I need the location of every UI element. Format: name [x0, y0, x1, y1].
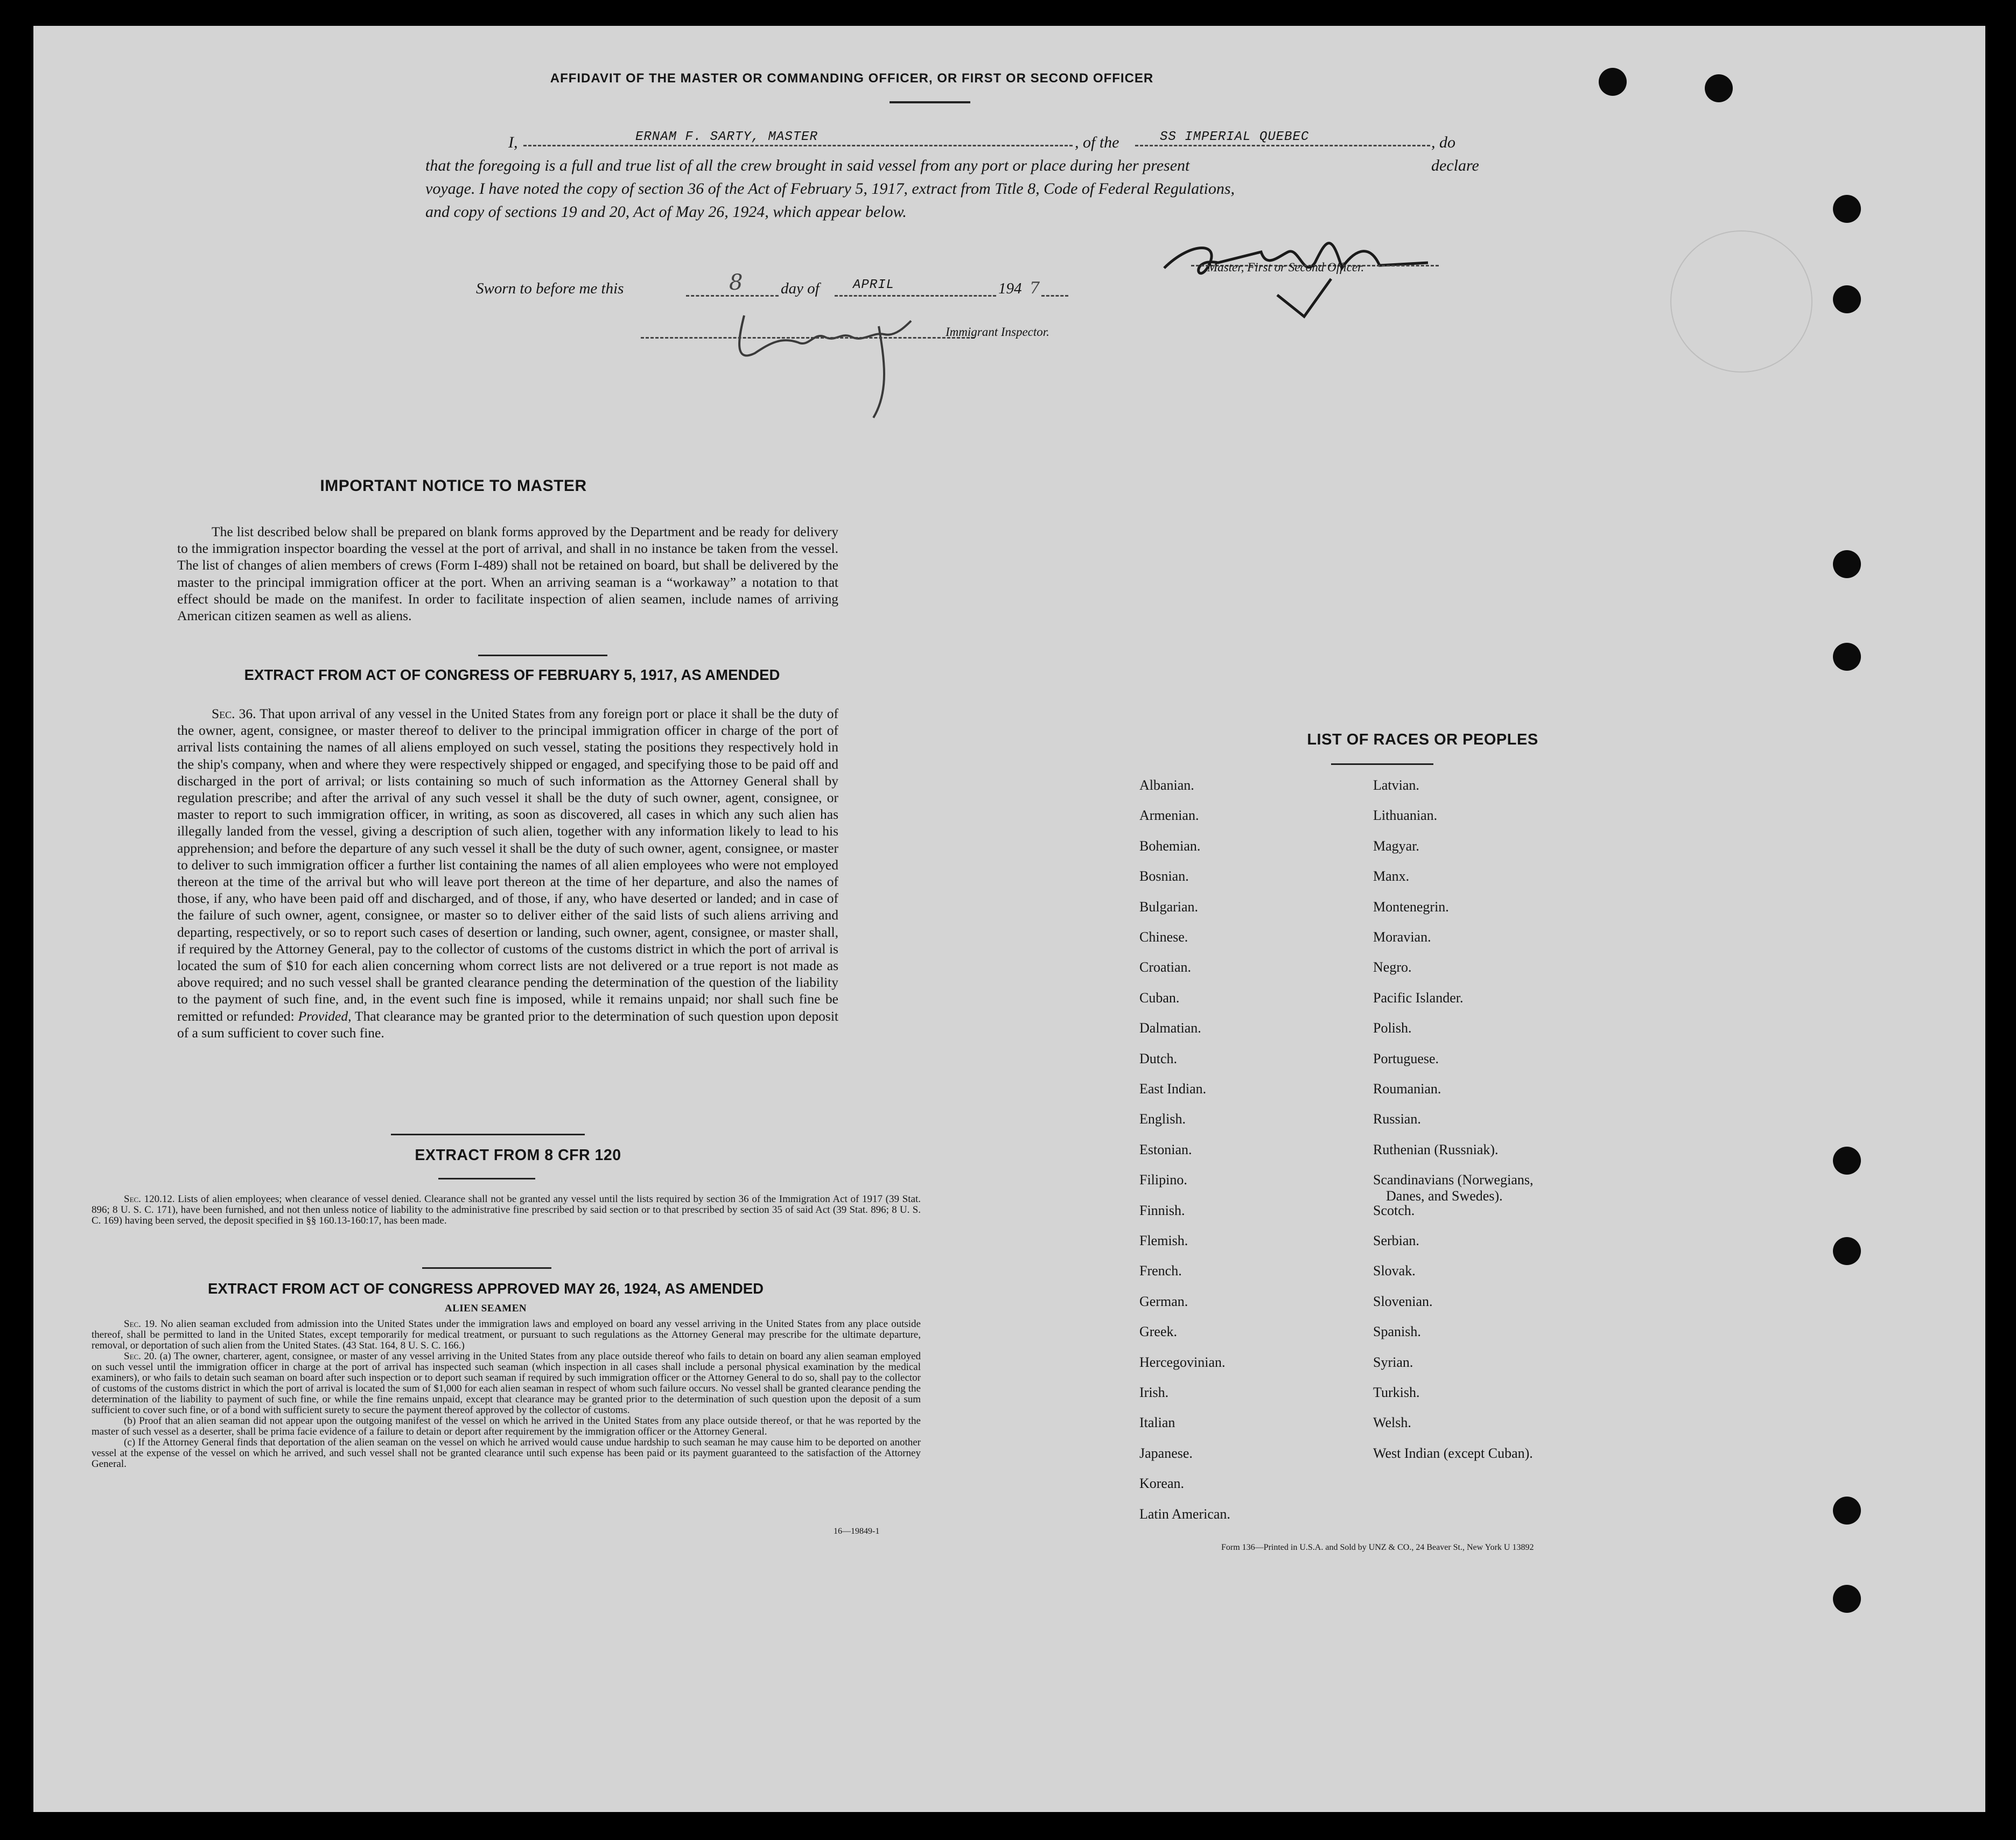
punch-hole [1833, 1147, 1861, 1175]
faint-seal [1670, 230, 1812, 373]
race-item: Russian. [1373, 1111, 1421, 1127]
section-text: That upon arrival of any vessel in the United States from any foreign port or place it shall be the duty of the owner, agent, consignee, or master thereof to deliver to the principal immigration officer in charge of the port of arrival lists containing the names of all aliens employed on such vessel, stating the positions they respectively hold in the ship's company, when and where they were respectively shipped or engaged, and specifying those to be paid off and discharged in the port of arrival; or lists containing so much of such information as the Attorney General shall by regulation prescribe; and after the arrival of any such vessel it shall be the duty of such owner, agent, consignee, or master to report to such immigration officer, in writing, as soon as discovered, all cases in which any such alien has illegally landed from the vessel, giving a description of such alien, together with any information likely to lead to his apprehension; and before the departure of any such vessel it shall be the duty of such owner, agent, consignee, or master to deliver to such immigration officer a further list containing the names of all alien employees who were not employed thereon at the time of the arrival but who will leave port thereon at the time of her departure, and also the names of those, if any, who have been paid off and discharged, and of those, if any, who have deserted or landed; and in case of the failure of such owner, agent, consignee, or master so to deliver either of the said lists of such aliens arriving and departing, respectively, or so to report such cases of desertion or landing, such owner, agent, consignee, or master shall, if required by the Attorney General, pay to the collector of customs of the customs district in which the port of arrival is located the sum of $10 for each alien concerning whom correct lists are not delivered or a true report is not made as above required; and no such vessel shall be granted clearance pending the determination of the question of the liability to the payment of such fine, and, in the event such fine is imposed, while it remains unpaid; nor shall such fine be remitted or refunded: [177, 706, 838, 1024]
race-item: Syrian. [1373, 1354, 1413, 1370]
race-item: Cuban. [1139, 989, 1180, 1006]
race-item: Roumanian. [1373, 1081, 1441, 1097]
race-item: Hercegovinian. [1139, 1354, 1226, 1370]
race-item: Korean. [1139, 1476, 1185, 1492]
divider [391, 1134, 585, 1135]
race-item: Bosnian. [1139, 868, 1189, 884]
of-the-text: , of the [1075, 134, 1119, 151]
race-item: Slovak. [1373, 1263, 1416, 1279]
inspector-line [641, 337, 975, 339]
extract-1917-title: EXTRACT FROM ACT OF CONGRESS OF FEBRUARY 5, 1917, AS AMENDED [244, 666, 780, 683]
section-tail: That clearance may be granted prior to the determination of such question upon deposit of a sum sufficient to cover such fine. [177, 1008, 838, 1041]
punch-hole [1833, 1497, 1861, 1525]
vessel-name: SS IMPERIAL QUEBEC [1160, 130, 1310, 144]
race-item: Moravian. [1373, 929, 1431, 945]
race-item: Albanian. [1139, 777, 1194, 793]
race-item: Slovenian. [1373, 1293, 1433, 1309]
divider [890, 101, 970, 103]
affidavit-declaration [425, 131, 1502, 223]
alien-seamen-subtitle: ALIEN SEAMEN [444, 1303, 527, 1314]
punch-hole [1833, 285, 1861, 313]
section-text: (a) The owner, charterer, agent, consignee, or master of any vessel arriving in the United States from any place outside thereof who fails to detain on board any alien seaman employed on such vessel until the immigration officer in charge at the port of arrival has inspected such seaman (which inspection in all cases shall include a personal physical examination by the medical examiners), or who fails to detain such seaman on board after such inspection or to deport such seaman if required by such immigration officer or the Attorney General to do so, shall pay to the collector of customs of the customs district in which the port of arrival is located the sum of $1,000 for each alien seaman in respect of whom such failure occurs. No vessel shall be granted clearance pending the determination of the liability to payment of such fine, or while the fine remains unpaid, except that clearance may be granted prior to the determination of such question upon the deposit of a sum sufficient to cover such fine, or of a bond with sufficient surety to secure the payment thereof approved by the collector of customs. [92, 1351, 921, 1416]
race-item: Montenegrin. [1373, 898, 1449, 915]
declaration-line-3: voyage. I have noted the copy of section 36 of the Act of February 5, 1917, extract from Title 8, Code of Federal Regulations, [425, 180, 1235, 198]
cfr-title: EXTRACT FROM 8 CFR 120 [415, 1147, 621, 1164]
year-fill-line [1041, 295, 1068, 297]
divider [1331, 763, 1433, 765]
race-item: Pacific Islander. [1373, 989, 1464, 1006]
race-item: Italian [1139, 1415, 1175, 1431]
race-item: Manx. [1373, 868, 1410, 884]
sworn-line [476, 270, 1176, 307]
divider [422, 1267, 551, 1269]
race-item: Serbian. [1373, 1233, 1419, 1248]
race-item: Dalmatian. [1139, 1020, 1201, 1036]
race-item: Flemish. [1139, 1233, 1188, 1248]
cfr-body [92, 1194, 921, 1226]
year-prefix: 194 [998, 280, 1022, 297]
declaration-line-2: that the foregoing is a full and true list of all the crew brought in said vessel from any port or place during her present [425, 157, 1190, 174]
race-item: Scotch. [1373, 1202, 1415, 1218]
race-item: Magyar. [1373, 838, 1419, 854]
section-label: Sec. 20. [124, 1351, 157, 1362]
race-item: Turkish. [1373, 1385, 1420, 1400]
year-suffix: 7 [1030, 279, 1040, 298]
punch-hole [1833, 550, 1861, 578]
section-text: No alien seaman excluded from admission into the United States under the immigration laws and employed on board any vessel arriving in the United States from any place outside thereof, shall be permitted to land in the United States, except temporarily for medical treatment, or pursuant to such regulations as the Attorney General may prescribe for the ultimate departure, removal, or deportation of such alien from the United States. (43 Stat. 164, 8 U. S. C. 166.) [92, 1318, 921, 1351]
race-item: Estonian. [1139, 1141, 1192, 1157]
race-item: Dutch. [1139, 1050, 1178, 1066]
race-item: Spanish. [1373, 1324, 1421, 1340]
race-item: West Indian (except Cuban). [1373, 1445, 1533, 1461]
race-item: East Indian. [1139, 1081, 1207, 1097]
race-item: Latin American. [1139, 1506, 1230, 1522]
extract-1917-body [177, 705, 838, 1041]
notice-title: IMPORTANT NOTICE TO MASTER [320, 477, 587, 495]
extract-1924-body [92, 1319, 921, 1470]
punch-hole [1833, 1237, 1861, 1265]
sec-19 [92, 1319, 921, 1351]
sec-20c: (c) If the Attorney General finds that deportation of the alien seaman on the vessel on which he arrived would cause undue hardship to such seaman he may cause him to be deported on another vessel at the expense of the vessel on which he arrived, and such vessel shall not be granted clearance until such expense has been paid or its payment guaranteed to the satisfaction of the Attorney General. [92, 1437, 921, 1470]
document-page [33, 26, 1985, 1812]
notice-body: The list described below shall be prepared on blank forms approved by the Department and be ready for delivery to the immigration inspector boarding the vessel at the port of arrival, and shall in no instance be taken from the vessel. The list of changes of alien members of crews (Form I-489) shall not be retained on board, but shall be delivered by the master to the principal immigration officer at the port. When an arriving seaman is a “workaway” a notation to that effect should be made on the manifest. In order to facilitate inspection of alien seamen, include names of arriving American citizen seamen as well as aliens. [177, 524, 838, 624]
day-fill-line [686, 295, 779, 297]
races-title: LIST OF RACES OR PEOPLES [1307, 731, 1538, 748]
pronoun: I, [508, 134, 518, 151]
section-text: Lists of alien employees; when clearance of vessel denied. Clearance shall not be granted any vessel until the lists required by section 36 of the Immigration Act of 1917 (39 Stat. 896; 8 U. S. C. 171), have been furnished, and not then unless notice of liability to the administrative fine prescribed by said section or to that prescribed by section 35 of said Act (39 Stat. 896; 8 U. S. C. 169) having been served, the deposit specified in §§ 160.13-160:17, has been made. [92, 1193, 921, 1226]
race-item: Latvian. [1373, 777, 1419, 793]
race-item: French. [1139, 1263, 1182, 1279]
race-item: Irish. [1139, 1385, 1169, 1400]
sec-20a [92, 1351, 921, 1416]
race-item: Ruthenian (Russniak). [1373, 1141, 1499, 1157]
race-item: Portuguese. [1373, 1050, 1439, 1066]
race-item: Welsh. [1373, 1415, 1411, 1431]
inspector-caption: Immigrant Inspector. [946, 325, 1049, 339]
section-label: Sec. 19. [124, 1318, 157, 1330]
affidavit-heading: AFFIDAVIT OF THE MASTER OR COMMANDING OFFICER, OR FIRST OR SECOND OFFICER [550, 71, 1154, 86]
day-of-text: day of [781, 280, 820, 297]
race-item: Bohemian. [1139, 838, 1201, 854]
punch-hole [1833, 195, 1861, 223]
signature-caption: Master, First or Second Officer. [1207, 261, 1364, 274]
race-item: Scandinavians (Norwegians, [1373, 1172, 1534, 1188]
punch-hole [1833, 643, 1861, 671]
form-code: 16—19849-1 [834, 1527, 880, 1536]
race-item: German. [1139, 1293, 1188, 1309]
provided-text: Provided, [298, 1008, 352, 1024]
race-item: Japanese. [1139, 1445, 1193, 1461]
race-item: Negro. [1373, 959, 1412, 975]
master-name: ERNAM F. SARTY, MASTER [635, 130, 818, 144]
sec-20b: (b) Proof that an alien seaman did not appear upon the outgoing manifest of the vessel on which he arrived in the United States from any place outside thereof, or that he was reported by the master of such vessel as a deserter, shall be prima facie evidence of a failure to detain or deport after requirement by the immigration officer or the Attorney General. [92, 1415, 921, 1437]
section-label: Sec. 36. [212, 706, 256, 721]
race-item: Filipino. [1139, 1172, 1187, 1188]
sworn-day: 8 [729, 270, 743, 295]
race-item: Lithuanian. [1373, 807, 1438, 824]
inspector-signature [723, 305, 949, 423]
race-item: Armenian. [1139, 807, 1199, 824]
divider [478, 655, 607, 656]
punch-hole [1705, 74, 1733, 102]
printer-footer: Form 136—Printed in U.S.A. and Sold by UNZ & CO., 24 Beaver St., New York U 13892 [1221, 1543, 1534, 1552]
race-item: Danes, and Swedes). [1386, 1188, 1503, 1204]
race-item: Polish. [1373, 1020, 1412, 1036]
declaration-line-4: and copy of sections 19 and 20, Act of May 26, 1924, which appear below. [425, 203, 907, 221]
race-item: Finnish. [1139, 1202, 1185, 1218]
sworn-prefix: Sworn to before me this [476, 280, 624, 297]
race-item: Croatian. [1139, 959, 1192, 975]
section-label: Sec. 120.12. [124, 1193, 175, 1205]
race-item: Greek. [1139, 1324, 1178, 1340]
punch-hole [1599, 68, 1627, 96]
race-item: Bulgarian. [1139, 898, 1199, 915]
sworn-month: APRIL [853, 278, 895, 292]
month-fill-line [835, 295, 996, 297]
punch-hole [1833, 1585, 1861, 1613]
extract-1924-title: EXTRACT FROM ACT OF CONGRESS APPROVED MAY 26, 1924, AS AMENDED [208, 1280, 764, 1297]
race-item: English. [1139, 1111, 1186, 1127]
divider [438, 1178, 535, 1179]
race-item: Chinese. [1139, 929, 1188, 945]
do-declare-text: , do declare [1431, 134, 1479, 174]
